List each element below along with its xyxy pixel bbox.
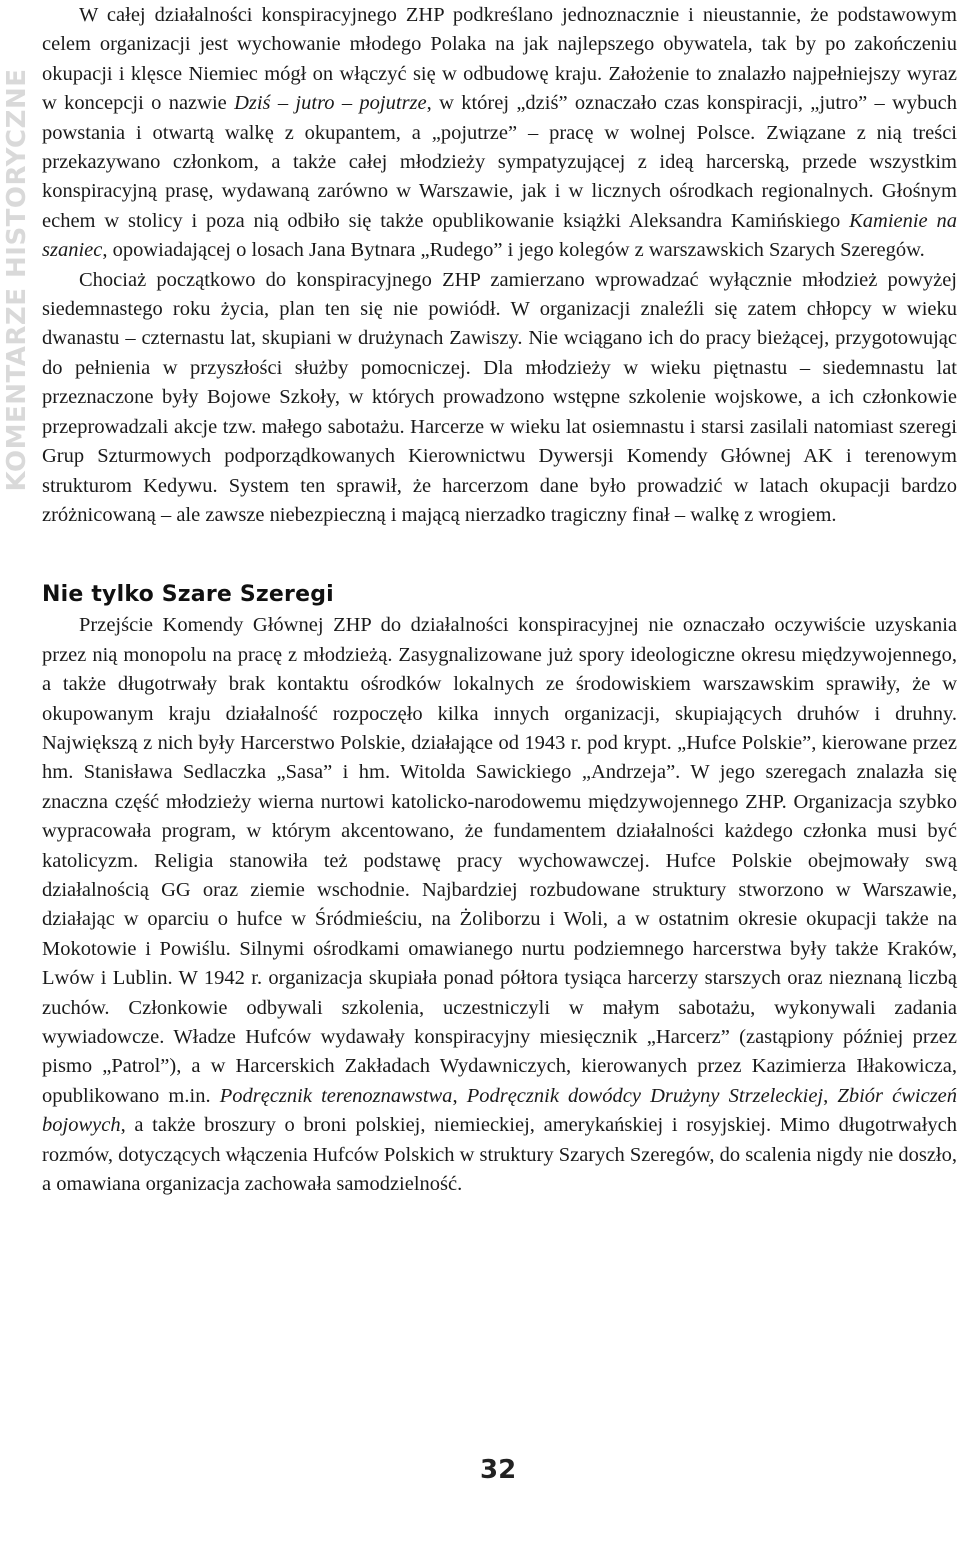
section-heading: Nie tylko Szare Szeregi <box>42 582 334 608</box>
italic-title-run: Dziś – jutro – pojutrze <box>234 92 427 115</box>
italic-title-run: Zbiór ćwiczeń bojowych <box>42 1084 958 1137</box>
page-number: 32 <box>480 1455 517 1485</box>
text-run: Chociaż początkowo do konspiracyjnego ZHP zamierzano wprowadzać wyłącznie młodzież powyżej siedemnastego roku życia, plan ten się nie powiódł. W organizacji znaleźli się zatem chłopcy w wieku dwanastu – czternastu lat, skupiani w drużynach Zawiszy. Nie wciągano ich do pracy bieżącej, przygotowując do pełnienia w przyszłości służby pomocniczej. Dla młodzieży w wieku piętnastu – siedemnastu lat przeznaczone były Bojowe Szkoły, w których prowadzono wstępne szkolenie wojskowe, a ich członkowie przeprowadzali akcje tzw. małego sabotażu. Harcerze w wieku lat osiemnastu i starsi zasilali natomiast szeregi Grup Szturmowych podporządkowanych Kierownictwu Dywersji Komendy Głównej AK i terenowym strukturom Kedywu. System ten sprawił, że harcerzom dane było prowadzić w latach okupacji bardzo zróżnicowaną – ale zawsze niebezpieczną i mającą nierzadko tragiczny finał – walkę z wrogiem. <box>42 268 957 526</box>
paragraph <box>42 266 957 531</box>
section-2 <box>42 611 957 1199</box>
italic-title-run: Podręcznik terenoznawstwa <box>219 1084 453 1107</box>
text-run: , a także broszury o broni polskiej, niemieckiej, amerykańskiej i rosyjskiej. Mimo długotrwałych rozmów, dotyczących włączenia Hufców Polskich w struktury Szarych Szeregów, do scalenia nigdy nie doszło, a omawiana organizacja zachowała samodzielność. <box>42 1114 958 1196</box>
italic-title-run: Podręcznik dowódcy Drużyny Strzeleckiej <box>466 1084 824 1107</box>
section-1 <box>42 0 957 530</box>
text-run: W całej działalności konspiracyjnego ZHP podkreślano jednoznacznie i nieustannie, że podstawowym celem organizacji jest wychowanie młodego Polaka na jak najlepszego obywatela, tak by po zakończeniu okupacji i klęsce Niemiec mógł on włączyć się w odbudowę kraju. Założenie to znalazło najpełniejszy wyraz w koncepcji o nazwie <box>42 4 957 115</box>
running-section-label <box>0 0 34 560</box>
paragraph <box>42 0 957 266</box>
paragraph <box>42 611 957 1199</box>
text-run: , <box>823 1084 838 1107</box>
running-section-label-text: KOMENTARZE HISTORYCZNE <box>2 68 32 492</box>
page-body <box>42 0 957 1199</box>
text-run: , opowiadającej o losach Jana Bytnara „Rudego” i jego kolegów z warszawskich Szarych Szeregów. <box>102 239 925 262</box>
text-run: , w której „dziś” oznaczało czas konspiracji, „jutro” – wybuch powstania i otwartą walkę z okupantem, a „pojutrze” – pracę w wolnej Polsce. Związane z nią treści przekazywano członkom, a także całej młodzieży sympatyzującej z ideą harcerską, przede wszystkim konspiracyjną prasę, wydawaną zarówno w Warszawie, jak i w licznych ośrodkach regionalnych. Głośnym echem w stolicy i poza nią odbiło się także opublikowanie książki Aleksandra Kamińskiego <box>42 92 957 232</box>
italic-title-run: Kamienie na szaniec <box>42 209 957 262</box>
text-run: Przejście Komendy Głównej ZHP do działalności konspiracyjnej nie oznaczało oczywiście uzyskania przez nią monopolu na pracę z młodzieżą. Zasygnalizowane już spory ideologiczne okresu międzywojennego, a także długotrwały brak kontaktu ośrodków lokalnych ze środowiskiem warszawskim sprawiły, że w okupowanym kraju działalność rozpoczęło kilka innych organizacji, skupiających druhów i druhny. Największą z nich były Harcerstwo Polskie, działające od 1943 r. pod krypt. „Hufce Polskie”, kierowane przez hm. Stanisława Sedlaczka „Sasa” i hm. Witolda Sawickiego „Andrzeja”. W jego szeregach znalazła się znaczna część młodzieży wierna nurtowi katolicko-narodowemu międzywojennego ZHP. Organizacja szybko wypracowała program, w którym akcentowano, że fundamentem działalności każdego członka musi być katolicyzm. Religia stanowiła też podstawę pracy wychowawczej. Hufce Polskie obejmowały swą działalnością GG oraz ziemie wschodnie. Najbardziej rozbudowane struktury stworzono w Warszawie, działając w oparciu o hufce w Śródmieściu, na Żoliborzu i Woli, a w ostatnim okresie okupacji także na Mokotowie i Powiślu. Silnymi ośrodkami omawianego nurtu podziemnego harcerstwa były także Kraków, Lwów i Lublin. W 1942 r. organizacja skupiała ponad półtora tysiąca harcerzy starszych oraz nieznaną liczbą zuchów. Członkowie odbywali szkolenia, uczestniczyli w małym sabotażu, wykonywali zadania wywiadowcze. Władze Hufców wydawały konspiracyjny miesięcznik „Harcerz” (zastąpiony później przez pismo „Patrol”), a w Harcerskich Zakładach Wydawniczych, kierowanych przez Kazimierza Iłłakowicza, opublikowano m.in. <box>42 614 957 1107</box>
text-run: , <box>452 1084 467 1107</box>
